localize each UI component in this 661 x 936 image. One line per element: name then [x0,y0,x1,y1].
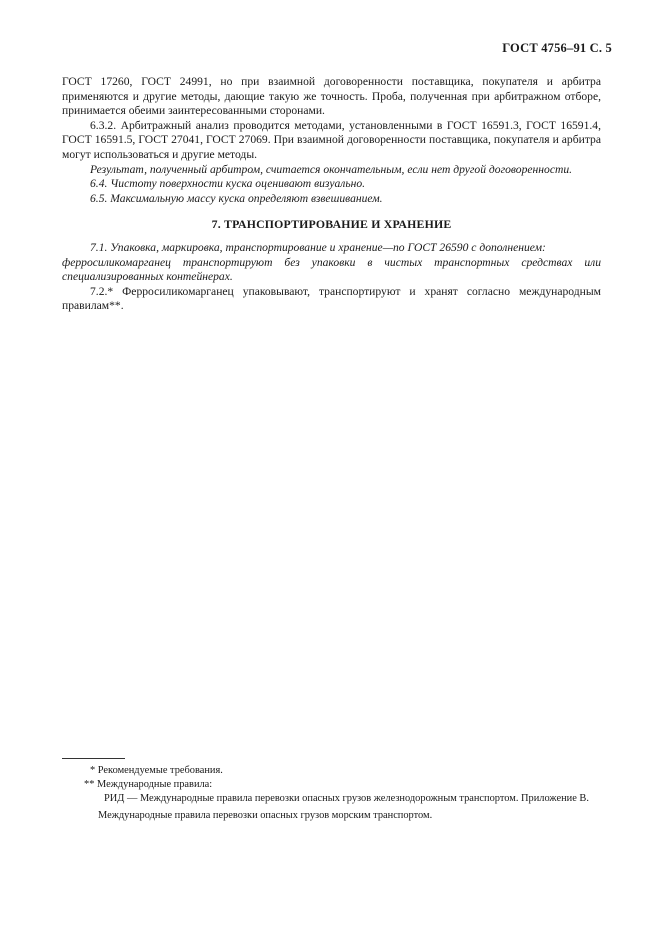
paragraph-arbiter-result: Результат, полученный арбитром, считается окончательным, если нет другой договоренности. [90,162,573,176]
document-body [62,75,601,314]
footnote-sea-rules: Международные правила перевозки опасных грузов морским транспортом. [98,810,433,822]
section-title-transport: 7. ТРАНСПОРТИРОВАНИЕ И ХРАНЕНИЕ [211,217,452,232]
footnote-recommended: * Рекомендуемые требования. [90,765,223,776]
footnote-divider [62,758,125,759]
paragraph-7-1-addition: ферросиликомарганец транспортируют без упаковки в чистых транспортных средствах или специализированных контейнерах. [62,255,601,284]
footnote-international-rules: ** Международные правила: [84,778,213,790]
paragraph-6-5: 6.5. Максимальную массу куска определяют взвешиванием. [90,191,383,205]
paragraph-7-1: 7.1. Упаковка, маркировка, транспортирование и хранение—по ГОСТ 26590 с дополнением: [90,240,546,254]
paragraph-methods-continued: ГОСТ 17260, ГОСТ 24991, но при взаимной договоренности поставщика, покупателя и арбитра применяются и другие методы, дающие такую же точность. Проба, полученная при арбитражном отборе, принимается обеими заинтересованными сторонами. [62,75,601,118]
paragraph-6-3-2: 6.3.2. Арбитражный анализ проводится методами, установленными в ГОСТ 16591.3, ГОСТ 16591.4, ГОСТ 16591.5, ГОСТ 27041, ГОСТ 27069. При взаимной договоренности поставщика, покупателя и арбитра могут использоваться и другие методы. [62,118,601,161]
footnotes [62,764,601,823]
page-header: ГОСТ 4756–91 С. 5 [502,41,612,55]
footnote-rid: РИД — Международные правила перевозки опасных грузов железнодорожным транспортом. Приложение В. [104,792,589,804]
paragraph-6-4: 6.4. Чистоту поверхности куска оценивают визуально. [90,177,366,191]
paragraph-7-2: 7.2.* Ферросиликомарганец упаковывают, транспортируют и хранят согласно международным правилам**. [62,284,601,313]
